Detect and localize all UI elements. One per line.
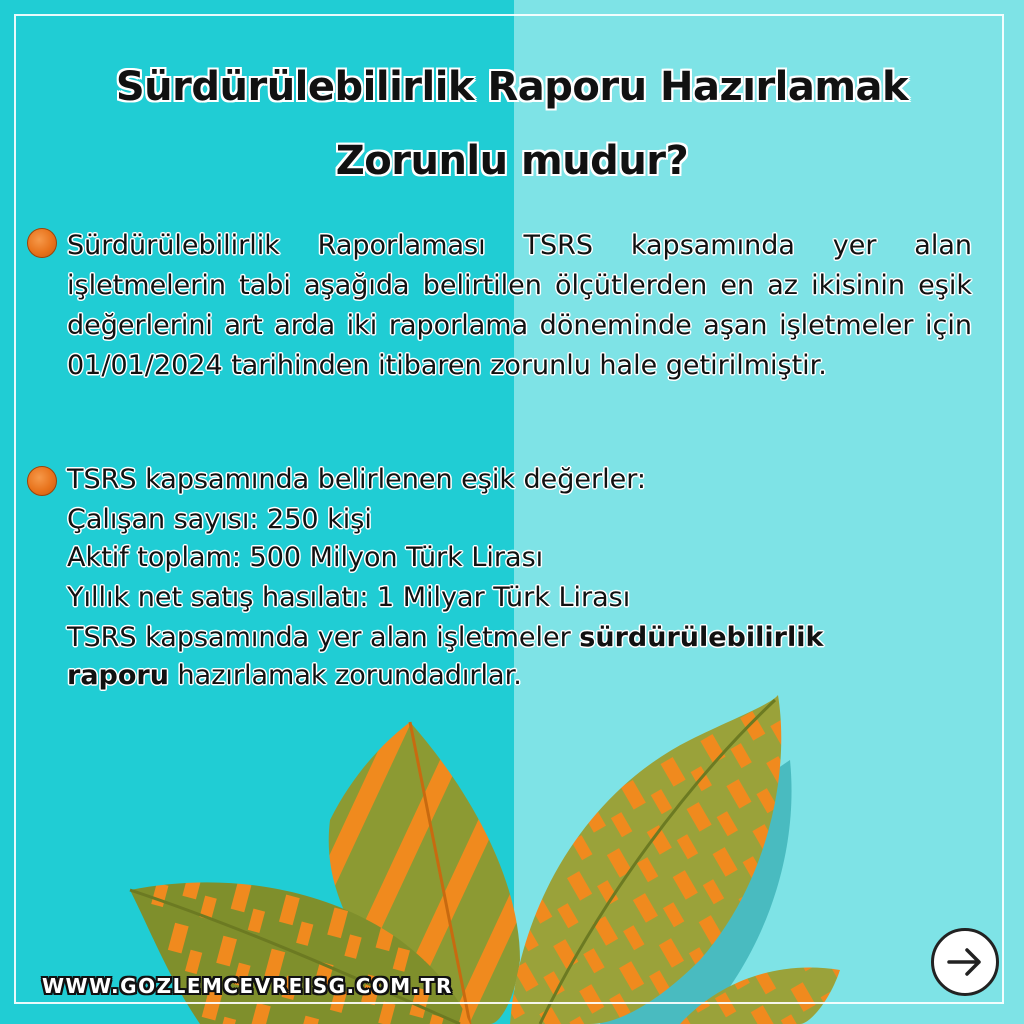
section1-paragraph: Sürdürülebilirlik Raporlaması TSRS kapsamında yer alan işletmelerin tabi aşağıda belirtilen ölçütlerden en az ikisinin eşik değerlerini art arda iki raporlama döneminde aşan işletmeler için 01/01/2024 tarihinden itibaren zorunlu hale getirilmiştir. [67,230,972,381]
threshold-item-net-sales: Yıllık net satış hasılatı: 1 Milyar Türk Lirası [67,582,631,613]
page-title-line-1: Sürdürülebilirlik Raporu Hazırlamak [115,64,909,110]
orange-bullet-icon [27,466,57,496]
closing-bold-term-1: sürdürülebilirlik [579,622,824,653]
threshold-item-employees: Çalışan sayısı: 250 kişi [67,504,372,535]
closing-bold-term-2: raporu [67,660,169,691]
thresholds-heading: TSRS kapsamında belirlenen eşik değerler: [67,464,646,495]
page-title-line-2: Zorunlu mudur? [335,138,689,184]
closing-suffix: hazırlamak zorundadırlar. [168,660,522,691]
threshold-item-total-assets: Aktif toplam: 500 Milyon Türk Lirası [67,542,544,573]
closing-prefix: TSRS kapsamında yer alan işletmeler [67,622,580,653]
website-link[interactable]: WWW.GOZLEMCEVREISG.COM.TR [42,974,453,998]
closing-line-1 [67,620,823,656]
orange-bullet-icon [27,228,57,258]
closing-line-2 [67,658,522,694]
next-slide-button[interactable] [931,928,999,996]
arrow-right-icon [945,942,985,982]
